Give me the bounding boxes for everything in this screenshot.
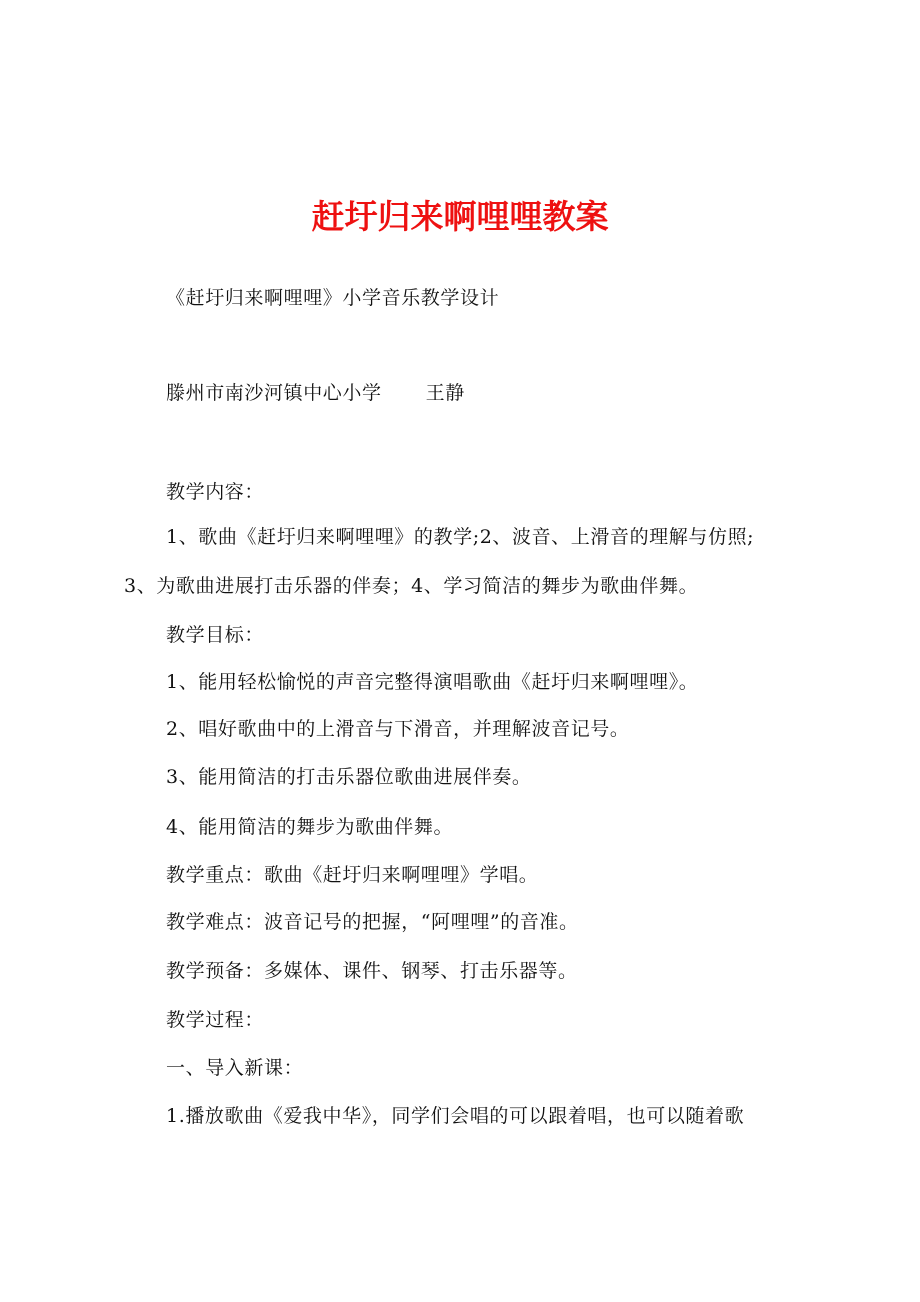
process-heading: 教学过程： bbox=[166, 1009, 265, 1031]
goal-item-2: 2、唱好歌曲中的上滑音与下滑音，并理解波音记号。 bbox=[166, 718, 630, 740]
content-line-2: 3、为歌曲进展打击乐器的伴奏；4、学习简洁的舞步为歌曲伴舞。 bbox=[124, 575, 699, 597]
goal-item-1: 1、能用轻松愉悦的声音完整得演唱歌曲《赶圩归来啊哩哩》。 bbox=[166, 671, 699, 693]
document-title: 赶圩归来啊哩哩教案 bbox=[311, 197, 609, 236]
author-name: 王静 bbox=[425, 382, 465, 404]
goal-item-3: 3、能用简洁的打击乐器位歌曲进展伴奏。 bbox=[166, 766, 532, 788]
content-line-1: 1、歌曲《赶圩归来啊哩哩》的教学;2、波音、上滑音的理解与仿照; bbox=[166, 526, 755, 548]
difficulty: 教学难点：波音记号的把握，“阿哩哩”的音准。 bbox=[166, 911, 579, 933]
author-school: 滕州市南沙河镇中心小学 bbox=[166, 382, 382, 404]
goals-heading: 教学目标： bbox=[166, 624, 265, 646]
section-1-heading: 一、导入新课： bbox=[166, 1057, 304, 1079]
document-subtitle: 《赶圩归来啊哩哩》小学音乐教学设计 bbox=[166, 287, 500, 309]
section-1-item-1: 1.播放歌曲《爱我中华》，同学们会唱的可以跟着唱，也可以随着歌 bbox=[166, 1105, 745, 1127]
preparation: 教学预备：多媒体、课件、钢琴、打击乐器等。 bbox=[166, 960, 578, 982]
goal-item-4: 4、能用简洁的舞步为歌曲伴舞。 bbox=[166, 816, 454, 838]
author-line bbox=[166, 378, 465, 408]
content-heading: 教学内容： bbox=[166, 481, 265, 503]
key-point: 教学重点：歌曲《赶圩归来啊哩哩》学唱。 bbox=[166, 864, 539, 886]
